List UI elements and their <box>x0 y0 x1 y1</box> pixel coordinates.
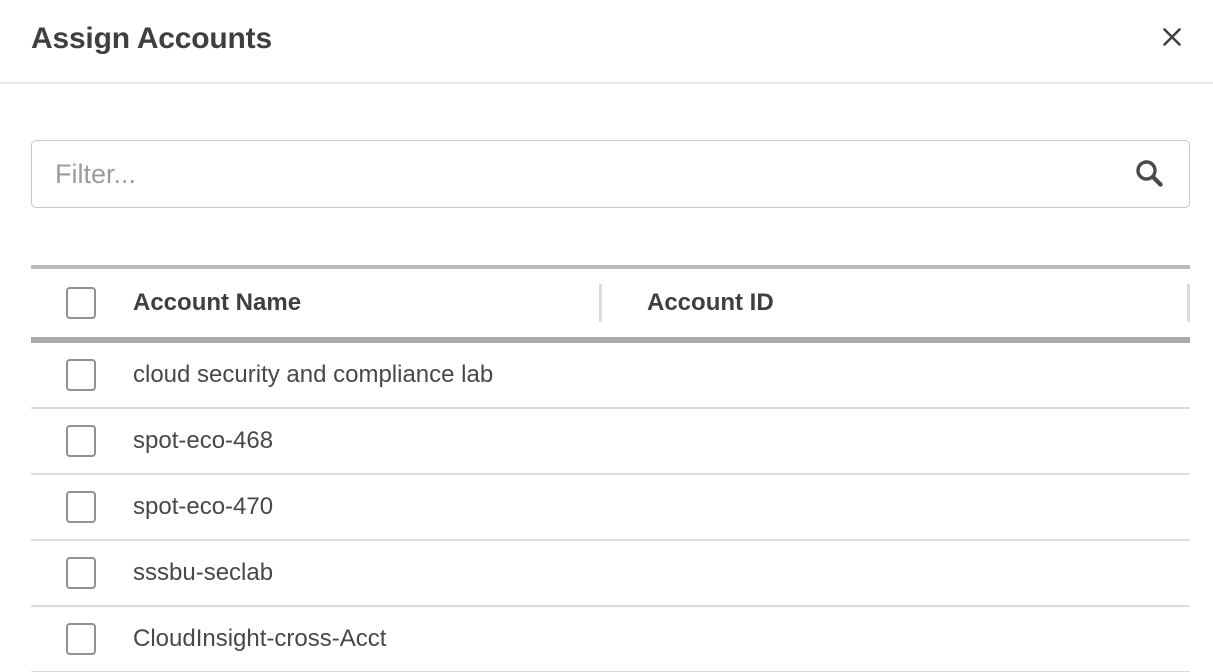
checkbox-cell <box>31 491 133 523</box>
account-name-cell: sssbu-seclab <box>133 559 274 586</box>
table-row[interactable] <box>31 409 1190 475</box>
table-row[interactable] <box>31 475 1190 541</box>
select-all-checkbox[interactable] <box>66 287 96 319</box>
row-checkbox[interactable] <box>66 359 96 391</box>
table-header-row <box>31 265 1190 343</box>
table-row[interactable] <box>31 541 1190 607</box>
table-row[interactable] <box>31 343 1190 409</box>
close-icon <box>1159 24 1185 50</box>
accounts-table <box>31 265 1190 672</box>
close-button[interactable] <box>1157 22 1187 52</box>
table-body <box>31 343 1190 672</box>
account-name-cell: CloudInsight-cross-Acct <box>133 625 387 652</box>
row-checkbox[interactable] <box>66 557 96 589</box>
checkbox-cell <box>31 359 133 391</box>
search-icon[interactable] <box>1132 157 1166 191</box>
row-checkbox[interactable] <box>66 491 96 523</box>
filter-input[interactable] <box>31 140 1190 208</box>
account-name-cell: cloud security and compliance lab <box>133 361 494 388</box>
row-checkbox[interactable] <box>66 425 96 457</box>
column-header-account-name[interactable]: Account Name <box>133 289 302 316</box>
column-header-account-id[interactable]: Account ID <box>647 289 774 316</box>
checkbox-cell <box>31 425 133 457</box>
checkbox-cell <box>31 623 133 655</box>
select-all-cell <box>31 287 133 319</box>
filter-bar <box>31 140 1190 208</box>
column-divider-end <box>1187 284 1190 322</box>
checkbox-cell <box>31 557 133 589</box>
table-row[interactable] <box>31 607 1190 672</box>
account-name-cell: spot-eco-470 <box>133 493 274 520</box>
dialog-header <box>0 0 1213 84</box>
account-name-cell: spot-eco-468 <box>133 427 274 454</box>
row-checkbox[interactable] <box>66 623 96 655</box>
dialog-title: Assign Accounts <box>31 22 272 55</box>
magnifier-glyph <box>1132 157 1166 191</box>
